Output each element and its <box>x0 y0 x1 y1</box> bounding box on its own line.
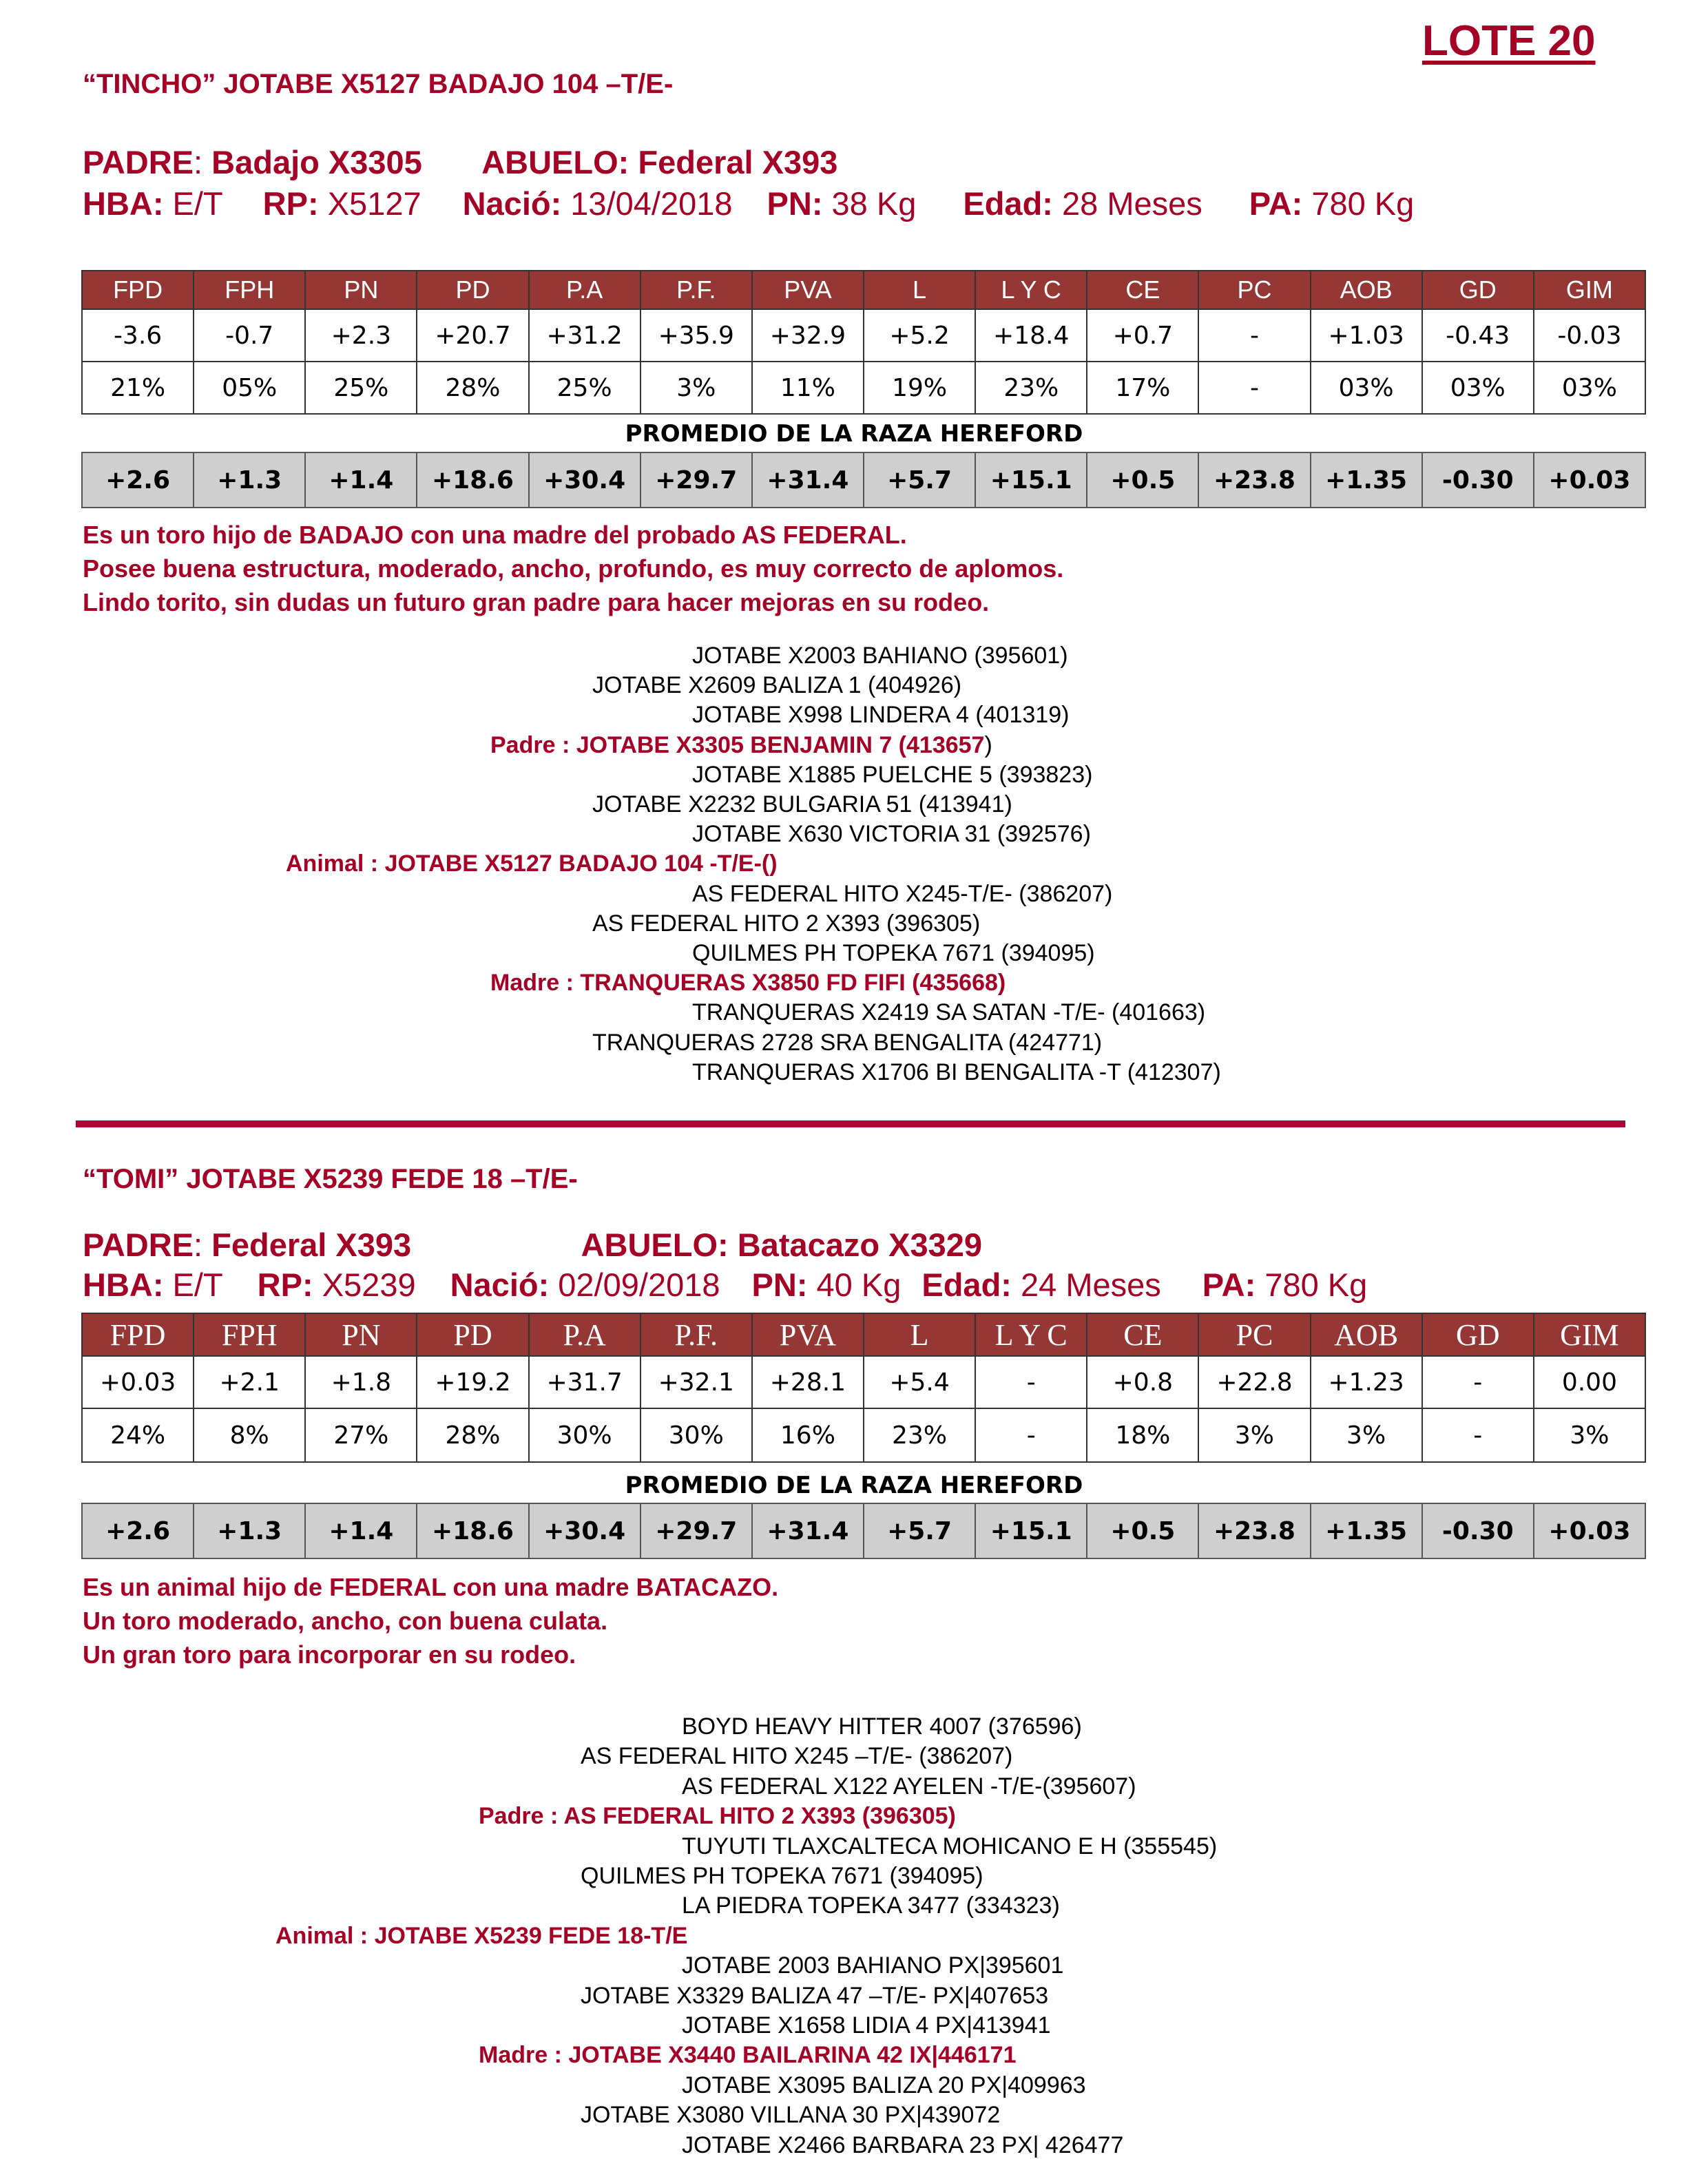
colon-separator: : <box>194 144 203 180</box>
pedigree-name: JOTABE X1658 LIDIA 4 PX|413941 <box>682 2012 1051 2038</box>
epd-column-header: P.F. <box>640 271 752 309</box>
rp-label: RP: <box>257 1266 313 1303</box>
pedigree-name: AS FEDERAL HITO 2 X393 (396305) <box>592 910 981 937</box>
pedigree-name: JOTABE X2003 BAHIANO (395601) <box>692 643 1068 669</box>
abuelo-label: ABUELO: <box>481 144 629 180</box>
pedigree-ancestor <box>581 2102 1000 2129</box>
pedigree-animal <box>275 1923 687 1950</box>
epd-column-header: P.A <box>529 271 640 309</box>
pn-value: 40 Kg <box>816 1266 902 1303</box>
epd-column-header: PC <box>1198 1313 1310 1356</box>
epd-precision-cell: 23% <box>975 362 1087 414</box>
padre-label: PADRE <box>83 144 194 180</box>
breed-average-label: PROMEDIO DE LA RAZA HEREFORD <box>625 420 1083 448</box>
breed-average-cell: +1.4 <box>305 1503 417 1558</box>
epd-column-header: PN <box>305 271 417 309</box>
pedigree-name: AS FEDERAL HITO X245-T/E- (386207) <box>692 880 1113 907</box>
epd-column-header: PVA <box>752 1313 864 1356</box>
epd-precision-cell: 3% <box>1198 1408 1310 1462</box>
epd-value-cell: +5.4 <box>864 1356 975 1408</box>
pedigree-parent <box>490 732 992 759</box>
pa-label: PA: <box>1202 1266 1256 1303</box>
pedigree-ancestor <box>581 1863 983 1890</box>
epd-header-row <box>82 271 1645 309</box>
abuelo-label: ABUELO: <box>581 1227 729 1263</box>
hba-label: HBA: <box>83 185 164 222</box>
epd-value-cell: +32.1 <box>640 1356 752 1408</box>
animal-title: “TOMI” JOTABE X5239 FEDE 18 –T/E- <box>83 1164 578 1194</box>
pedigree-name: AS FEDERAL X122 AYELEN -T/E-(395607) <box>682 1773 1136 1800</box>
epd-value-cell: +0.8 <box>1087 1356 1198 1408</box>
pedigree-name: AS FEDERAL HITO 2 X393 (396305) <box>563 1803 956 1830</box>
epd-precision-row <box>82 1408 1645 1462</box>
section-divider <box>76 1120 1625 1127</box>
pedigree-name: TRANQUERAS X1706 BI BENGALITA -T (412307) <box>692 1058 1221 1085</box>
nacio-label: Nació: <box>462 185 562 222</box>
pedigree-ancestor <box>581 1983 1048 2010</box>
info-line <box>83 185 1414 222</box>
epd-column-header: FPH <box>194 271 305 309</box>
epd-precision-cell: 03% <box>1311 362 1422 414</box>
epd-value-cell: +2.3 <box>305 309 417 362</box>
epd-precision-cell: 16% <box>752 1408 864 1462</box>
epd-values-row <box>82 309 1645 362</box>
epd-value-cell: +31.2 <box>529 309 640 362</box>
pedigree-ancestor <box>692 881 1112 908</box>
epd-column-header: L <box>864 1313 975 1356</box>
description-line: Lindo torito, sin dudas un futuro gran padre para hacer mejoras en su rodeo. <box>83 588 990 616</box>
pedigree-ancestor <box>692 643 1068 669</box>
epd-value-cell: +1.03 <box>1311 309 1422 362</box>
epd-value-cell: +35.9 <box>640 309 752 362</box>
pedigree-ancestor <box>682 2012 1051 2039</box>
epd-column-header: P.F. <box>640 1313 752 1356</box>
pedigree-name: AS FEDERAL HITO X245 –T/E- (386207) <box>581 1743 1013 1770</box>
pn-value: 38 Kg <box>831 185 917 222</box>
epd-value-cell: +32.9 <box>752 309 864 362</box>
breed-average-cell: +30.4 <box>529 1503 640 1558</box>
pedigree-ancestor <box>692 762 1092 789</box>
epd-precision-cell: 3% <box>1534 1408 1645 1462</box>
pedigree-role-label: Animal : <box>275 1922 375 1949</box>
edad-value: 28 Meses <box>1062 185 1202 222</box>
pedigree-ancestor <box>692 940 1095 967</box>
epd-column-header: PN <box>305 1313 417 1356</box>
epd-column-header: FPH <box>194 1313 305 1356</box>
parentage-line <box>83 1226 982 1264</box>
pedigree-ancestor <box>682 1713 1082 1740</box>
description-line: Es un toro hijo de BADAJO con una madre del probado AS FEDERAL. <box>83 521 907 549</box>
info-line <box>83 1266 1367 1304</box>
breed-average-cell: +15.1 <box>975 452 1087 508</box>
pedigree-parent <box>479 1803 956 1830</box>
breed-average-cell: +0.5 <box>1087 1503 1198 1558</box>
breed-average-cell: +29.7 <box>640 452 752 508</box>
breed-average-cell: +0.03 <box>1534 452 1645 508</box>
epd-value-cell: - <box>975 1356 1087 1408</box>
breed-average-cell: +1.3 <box>194 1503 305 1558</box>
epd-column-header: L <box>864 271 975 309</box>
breed-average-table <box>81 1503 1646 1559</box>
pedigree-name: TUYUTI TLAXCALTECA MOHICANO E H (355545) <box>682 1833 1218 1859</box>
pedigree-name: JOTABE X2466 BARBARA 23 PX| 426477 <box>682 2131 1124 2158</box>
pedigree-name: BOYD HEAVY HITTER 4007 (376596) <box>682 1713 1082 1740</box>
pn-label: PN: <box>767 185 823 222</box>
pedigree-ancestor <box>682 1773 1136 1800</box>
epd-precision-cell: 3% <box>640 362 752 414</box>
epd-precision-row <box>82 362 1645 414</box>
breed-average-cell: +23.8 <box>1198 452 1310 508</box>
breed-average-label: PROMEDIO DE LA RAZA HEREFORD <box>625 1472 1083 1499</box>
breed-average-cell: +1.3 <box>194 452 305 508</box>
epd-value-cell: 0.00 <box>1534 1356 1645 1408</box>
colon-separator: : <box>194 1227 203 1263</box>
epd-value-cell: +2.1 <box>194 1356 305 1408</box>
epd-column-header: CE <box>1087 271 1198 309</box>
epd-column-header: AOB <box>1311 271 1422 309</box>
pedigree-name: JOTABE X630 VICTORIA 31 (392576) <box>692 821 1091 848</box>
breed-average-row <box>82 452 1645 508</box>
epd-precision-cell: 30% <box>640 1408 752 1462</box>
description-line: Posee buena estructura, moderado, ancho, profundo, es muy correcto de aplomos. <box>83 554 1064 583</box>
breed-average-cell: +15.1 <box>975 1503 1087 1558</box>
pedigree-ancestor <box>682 2072 1086 2099</box>
pedigree-ancestor <box>682 1892 1060 1919</box>
pedigree-name: JOTABE X2609 BALIZA 1 (404926) <box>592 672 962 699</box>
epd-column-header: FPD <box>82 271 194 309</box>
pedigree-role-label: Padre : <box>479 1803 564 1830</box>
nacio-value: 13/04/2018 <box>570 185 733 222</box>
epd-precision-cell: - <box>1198 362 1310 414</box>
epd-precision-cell: 25% <box>305 362 417 414</box>
abuelo-value: Federal X393 <box>638 144 838 180</box>
epd-precision-cell: 30% <box>529 1408 640 1462</box>
pedigree-name: JOTABE X2232 BULGARIA 51 (413941) <box>592 791 1012 817</box>
padre-label: PADRE <box>83 1227 194 1263</box>
epd-precision-cell: 23% <box>864 1408 975 1462</box>
pedigree-name: TRANQUERAS 2728 SRA BENGALITA (424771) <box>592 1029 1103 1056</box>
pedigree-parent <box>490 970 1006 997</box>
epd-value-cell: - <box>1198 309 1310 362</box>
epd-precision-cell: 28% <box>417 1408 528 1462</box>
epd-column-header: CE <box>1087 1313 1198 1356</box>
pedigree-ancestor <box>592 1030 1102 1056</box>
breed-average-cell: +0.5 <box>1087 452 1198 508</box>
description <box>83 518 1063 619</box>
pedigree-role-label: Madre : <box>479 2042 569 2069</box>
pedigree-name: TRANQUERAS X2419 SA SATAN -T/E- (401663) <box>692 999 1206 1026</box>
pedigree-name: JOTABE X3095 BALIZA 20 PX|409963 <box>682 2072 1086 2098</box>
pedigree-name: JOTABE X3080 VILLANA 30 PX|439072 <box>581 2102 1001 2129</box>
pedigree-ancestor <box>682 1952 1063 1979</box>
hba-value: E/T <box>172 1266 223 1303</box>
epd-precision-cell: 8% <box>194 1408 305 1462</box>
pedigree-role-label: Animal : <box>286 851 385 877</box>
epd-value-cell: +5.2 <box>864 309 975 362</box>
breed-average-cell: +1.35 <box>1311 452 1422 508</box>
epd-precision-cell: 3% <box>1311 1408 1422 1462</box>
epd-column-header: GIM <box>1534 271 1645 309</box>
pa-value: 780 Kg <box>1264 1266 1368 1303</box>
epd-precision-cell: 05% <box>194 362 305 414</box>
epd-value-cell: +20.7 <box>417 309 528 362</box>
breed-average-cell: +31.4 <box>752 1503 864 1558</box>
epd-value-cell: - <box>1422 1356 1534 1408</box>
pedigree-ancestor <box>592 791 1012 818</box>
pedigree-name: JOTABE X3440 BAILARINA 42 IX|446171 <box>568 2042 1017 2069</box>
pedigree-name: JOTABE X5127 BADAJO 104 -T/E-() <box>384 851 778 877</box>
description-line: Un gran toro para incorporar en su rodeo. <box>83 1640 576 1669</box>
pa-label: PA: <box>1249 185 1303 222</box>
epd-value-cell: +1.8 <box>305 1356 417 1408</box>
epd-value-cell: +28.1 <box>752 1356 864 1408</box>
breed-average-cell: +29.7 <box>640 1503 752 1558</box>
breed-average-cell: +2.6 <box>82 1503 194 1558</box>
pedigree-name: JOTABE 2003 BAHIANO PX|395601 <box>682 1952 1064 1979</box>
epd-precision-cell: 11% <box>752 362 864 414</box>
pedigree-name: JOTABE X998 LINDERA 4 (401319) <box>692 702 1070 729</box>
breed-average-row <box>82 1503 1645 1558</box>
description-line: Es un animal hijo de FEDERAL con una madre BATACAZO. <box>83 1573 779 1601</box>
pedigree-parent <box>479 2042 1016 2069</box>
breed-average-cell: +18.6 <box>417 452 528 508</box>
epd-column-header: AOB <box>1311 1313 1422 1356</box>
epd-header-row <box>82 1313 1645 1356</box>
epd-precision-cell: 25% <box>529 362 640 414</box>
epd-precision-cell: 24% <box>82 1408 194 1462</box>
nacio-value: 02/09/2018 <box>558 1266 720 1303</box>
epd-table <box>81 1313 1646 1463</box>
epd-table <box>81 270 1646 415</box>
breed-average-cell: +2.6 <box>82 452 194 508</box>
pedigree-ancestor <box>592 910 980 937</box>
breed-average-table <box>81 452 1646 508</box>
epd-value-cell: +18.4 <box>975 309 1087 362</box>
epd-column-header: GD <box>1422 271 1534 309</box>
pedigree-name: JOTABE X5239 FEDE 18-T/E <box>374 1922 688 1949</box>
breed-average-cell: +5.7 <box>864 452 975 508</box>
pedigree-name: TRANQUERAS X3850 FD FIFI (435668) <box>580 970 1006 997</box>
breed-average-cell: +31.4 <box>752 452 864 508</box>
edad-value: 24 Meses <box>1021 1266 1161 1303</box>
epd-precision-cell: - <box>975 1408 1087 1462</box>
epd-value-cell: +22.8 <box>1198 1356 1310 1408</box>
epd-column-header: L Y C <box>975 1313 1087 1356</box>
rp-value: X5239 <box>322 1266 416 1303</box>
breed-average-cell: +18.6 <box>417 1503 528 1558</box>
epd-column-header: PC <box>1198 271 1310 309</box>
breed-average-cell: +23.8 <box>1198 1503 1310 1558</box>
abuelo-value: Batacazo X3329 <box>737 1227 983 1263</box>
pedigree-name: LA PIEDRA TOPEKA 3477 (334323) <box>682 1892 1060 1919</box>
breed-average-cell: +30.4 <box>529 452 640 508</box>
pedigree-ancestor <box>692 821 1091 848</box>
pedigree-ancestor <box>692 1059 1221 1086</box>
epd-precision-cell: 17% <box>1087 362 1198 414</box>
description <box>83 1570 778 1671</box>
pa-value: 780 Kg <box>1311 185 1415 222</box>
padre-value: Badajo X3305 <box>211 144 422 180</box>
pedigree-ancestor <box>682 2132 1123 2159</box>
epd-column-header: FPD <box>82 1313 194 1356</box>
epd-precision-cell: 21% <box>82 362 194 414</box>
epd-precision-cell: 19% <box>864 362 975 414</box>
breed-average-cell: -0.30 <box>1422 1503 1534 1558</box>
epd-column-header: P.A <box>529 1313 640 1356</box>
epd-column-header: GIM <box>1534 1313 1645 1356</box>
breed-average-cell: +0.03 <box>1534 1503 1645 1558</box>
hba-value: E/T <box>172 185 223 222</box>
pedigree-name: JOTABE X1885 PUELCHE 5 (393823) <box>692 761 1093 788</box>
edad-label: Edad: <box>963 185 1053 222</box>
epd-value-cell: +0.7 <box>1087 309 1198 362</box>
epd-column-header: GD <box>1422 1313 1534 1356</box>
epd-value-cell: -3.6 <box>82 309 194 362</box>
rp-label: RP: <box>262 185 319 222</box>
epd-value-cell: -0.43 <box>1422 309 1534 362</box>
epd-values-row <box>82 1356 1645 1408</box>
epd-column-header: PVA <box>752 271 864 309</box>
epd-column-header: PD <box>417 271 528 309</box>
pedigree-name: QUILMES PH TOPEKA 7671 (394095) <box>692 940 1095 966</box>
epd-precision-cell: - <box>1422 1408 1534 1462</box>
pedigree-animal <box>286 851 778 877</box>
animal-title: “TINCHO” JOTABE X5127 BADAJO 104 –T/E- <box>83 69 674 99</box>
epd-precision-cell: 03% <box>1422 362 1534 414</box>
parentage-line <box>83 143 837 181</box>
breed-average-cell: +1.4 <box>305 452 417 508</box>
description-line: Un toro moderado, ancho, con buena culata. <box>83 1607 608 1635</box>
epd-value-cell: +19.2 <box>417 1356 528 1408</box>
breed-average-cell: -0.30 <box>1422 452 1534 508</box>
pedigree-name: JOTABE X3305 BENJAMIN 7 (413657 <box>576 731 985 758</box>
rp-value: X5127 <box>327 185 421 222</box>
pn-label: PN: <box>751 1266 808 1303</box>
epd-value-cell: -0.03 <box>1534 309 1645 362</box>
pedigree-ancestor <box>692 999 1205 1026</box>
pedigree-role-label: Madre : <box>490 970 581 997</box>
pedigree-ancestor <box>692 702 1069 729</box>
epd-value-cell: +0.03 <box>82 1356 194 1408</box>
pedigree-name: JOTABE X3329 BALIZA 47 –T/E- PX|407653 <box>581 1982 1049 2009</box>
epd-precision-cell: 27% <box>305 1408 417 1462</box>
epd-precision-cell: 18% <box>1087 1408 1198 1462</box>
pedigree-suffix: ) <box>984 731 992 758</box>
hba-label: HBA: <box>83 1266 164 1303</box>
epd-column-header: PD <box>417 1313 528 1356</box>
epd-value-cell: +1.23 <box>1311 1356 1422 1408</box>
pedigree-ancestor <box>592 672 961 699</box>
pedigree-ancestor <box>682 1833 1217 1860</box>
epd-column-header: L Y C <box>975 271 1087 309</box>
padre-value: Federal X393 <box>211 1227 412 1263</box>
breed-average-cell: +1.35 <box>1311 1503 1422 1558</box>
nacio-label: Nació: <box>450 1266 550 1303</box>
epd-precision-cell: 28% <box>417 362 528 414</box>
breed-average-cell: +5.7 <box>864 1503 975 1558</box>
epd-precision-cell: 03% <box>1534 362 1645 414</box>
epd-value-cell: +31.7 <box>529 1356 640 1408</box>
edad-label: Edad: <box>921 1266 1012 1303</box>
pedigree-role-label: Padre : <box>490 731 576 758</box>
pedigree-ancestor <box>581 1743 1012 1770</box>
pedigree-name: QUILMES PH TOPEKA 7671 (394095) <box>581 1863 983 1889</box>
lot-number-label: LOTE 20 <box>1422 17 1596 65</box>
epd-value-cell: -0.7 <box>194 309 305 362</box>
